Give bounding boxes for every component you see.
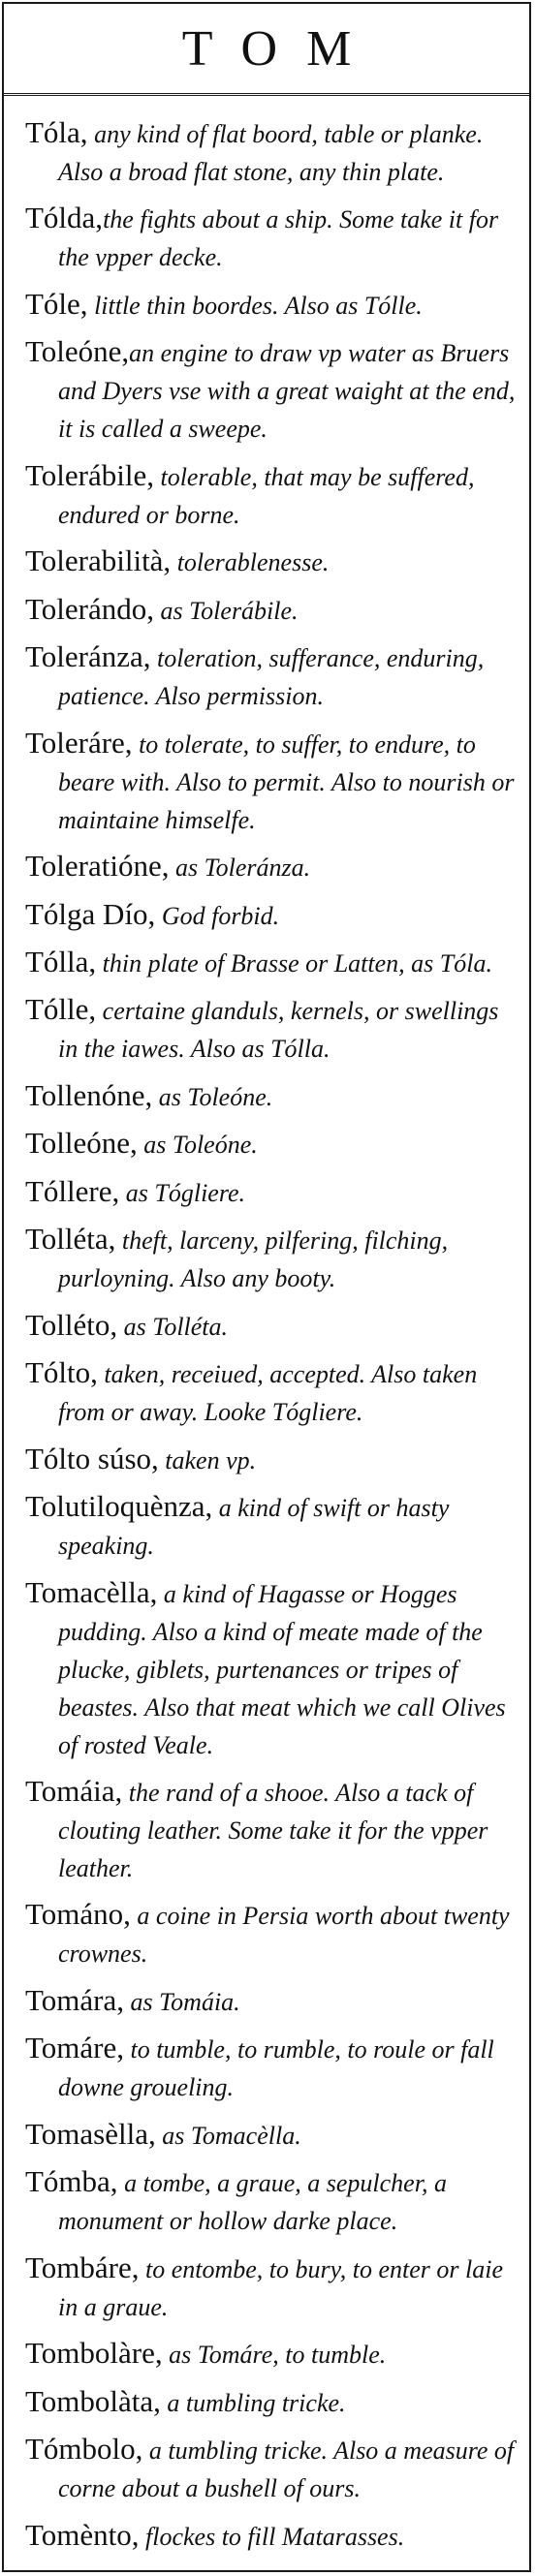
entry-definition: as Tolléta. [117,1312,229,1341]
entry-headword: Tómbolo, [25,2432,143,2467]
entry-definition: taken vp. [158,1445,257,1474]
entry-definition: tolerable, that may be suffered, endured or borne. [58,462,475,529]
entry-definition: as Tomáia. [123,1987,240,2016]
dictionary-entry [25,725,516,838]
entry-headword: Tóle, [25,286,88,321]
dictionary-entry [25,2431,516,2506]
entry-definition: thin plate of Brasse or Latten, as Tóla. [96,948,492,978]
dictionary-entry [25,1173,516,1211]
entry-definition: as Toleóne. [152,1082,273,1111]
entry-headword: Tolléto, [25,1307,118,1342]
entry-headword: Tólla, [25,944,97,978]
dictionary-entry [25,1488,516,1564]
dictionary-entry [25,991,516,1067]
dictionary-entry [25,286,516,324]
entry-definition: to tolerate, to suffer, to endure, to beare with. Also to permit. Also to nourish or maintaine himselfe. [58,729,515,834]
dictionary-entry [25,2030,516,2105]
entry-headword: Tombolàre, [25,2336,163,2371]
dictionary-entry [25,1574,516,1763]
dictionary-entry [25,2116,516,2154]
dictionary-entry [25,1307,516,1345]
entry-headword: Tombolàta, [25,2383,161,2418]
entry-headword: Tómba, [25,2164,118,2199]
entry-headword: Tomènto, [25,2517,140,2552]
entry-definition: an engine to draw vp water as Bruers and Dyers vse with a great waight at the end, it is called a sweepe. [58,339,516,444]
entry-definition: God forbid. [155,901,280,930]
dictionary-entry [25,848,516,885]
entry-definition: the fights about a ship. Some take it for the vpper decke. [58,205,499,272]
dictionary-entry [25,1125,516,1163]
entry-definition: tolerablenesse. [171,548,330,577]
entry-headword: Toleóne, [25,334,130,369]
entry-definition: little thin boordes. Also as Tólle. [87,291,423,320]
dictionary-entry [25,944,516,981]
entry-headword: Toleránza, [25,639,151,674]
dictionary-entry [25,1896,516,1971]
entry-list [4,97,529,2570]
entry-headword: Toleratióne, [25,849,170,884]
entry-headword: Tóllere, [25,1173,120,1208]
dictionary-entry [25,896,516,934]
dictionary-entry [25,1773,516,1886]
entry-definition: to tumble, to rumble, to roule or fall downe groueling. [58,2035,494,2102]
entry-definition: certaine glanduls, kernels, or swellings in the iawes. Also as Tólla. [58,997,499,1064]
entry-headword: Tollenóne, [25,1077,153,1112]
dictionary-entry [25,114,516,190]
entry-headword: Tólda, [25,201,104,235]
entry-definition: as Tomáre, to tumble. [162,2341,387,2370]
entry-definition: taken, receiued, accepted. Also taken from or away. Looke Tógliere. [58,1360,478,1427]
entry-headword: Tomáia, [25,1773,123,1808]
entry-headword: Tóla, [25,115,88,149]
dictionary-entry [25,2163,516,2239]
entry-definition: a coine in Persia worth about twenty crownes. [58,1902,510,1969]
bottom-spacer [25,2564,516,2570]
entry-headword: Tolerabilità, [25,543,172,578]
dictionary-entry [25,2383,516,2421]
entry-definition: as Tomacèlla. [155,2121,301,2150]
entry-headword: Tólto, [25,1355,98,1390]
entry-headword: Tomáre, [25,2031,124,2065]
entry-definition: any kind of flat boord, table or planke. Also a broad flat stone, any thin plate. [58,120,484,186]
page-header [4,4,529,96]
dictionary-entry [25,543,516,580]
entry-definition: flockes to fill Matarasses. [139,2522,405,2551]
entry-definition: as Toleóne. [137,1131,258,1160]
dictionary-entry [25,1077,516,1115]
dictionary-entry [25,591,516,629]
dictionary-entry [25,2517,516,2555]
entry-definition: theft, larceny, pilfering, filching, purloyning. Also any booty. [58,1226,449,1293]
dictionary-entry [25,200,516,275]
entry-headword: Tomasèlla, [25,2116,156,2151]
dictionary-entry [25,1982,516,2020]
entry-headword: Tolutiloquènza, [25,1489,213,1524]
dictionary-entry [25,2250,516,2325]
entry-headword: Tolerábile, [25,457,154,492]
dictionary-entry [25,457,516,533]
entry-definition: a kind of Hagasse or Hogges pudding. Also a kind of meate made of the plucke, giblets, purtenances or tripes of beastes. Also that meat which we call Olives of rosted Veale. [58,1579,506,1759]
entry-headword: Tombáre, [25,2250,140,2284]
entry-definition: toleration, sufferance, enduring, patience. Also permission. [58,644,485,711]
entry-definition: a tumbling tricke. Also a measure of corne about a bushell of ours. [58,2436,515,2503]
dictionary-entry [25,1441,516,1478]
entry-headword: Tólto súso, [25,1441,159,1475]
entry-definition: as Tolerábile. [153,596,299,625]
dictionary-page [2,2,531,2572]
entry-headword: Tolerándo, [25,591,154,626]
entry-headword: Toleráre, [25,725,133,760]
header-title: TOM [181,20,381,77]
entry-headword: Tomára, [25,1982,124,2017]
entry-headword: Tolleóne, [25,1126,138,1161]
entry-definition: the rand of a shooe. Also a tack of clouting leather. Some take it for the vpper leather. [58,1778,488,1882]
entry-definition: as Toleránza. [169,853,311,883]
entry-headword: Tolléta, [25,1222,116,1257]
dictionary-entry [25,638,516,714]
entry-definition: a kind of swift or hasty speaking. [58,1494,450,1561]
entry-definition: a tumbling tricke. [160,2388,346,2417]
dictionary-entry [25,2335,516,2373]
entry-headword: Tólle, [25,992,97,1027]
dictionary-entry [25,1354,516,1430]
entry-definition: a tombe, a graue, a sepulcher, a monument or hollow darke place. [58,2169,447,2236]
entry-headword: Tomacèlla, [25,1574,158,1609]
dictionary-entry [25,333,516,447]
entry-headword: Tólga Dío, [25,896,156,931]
dictionary-entry [25,1221,516,1296]
entry-definition: as Tógliere. [119,1178,246,1207]
entry-headword: Tománo, [25,1897,131,1932]
entry-definition: to entombe, to bury, to enter or laie in a graue. [58,2254,503,2321]
